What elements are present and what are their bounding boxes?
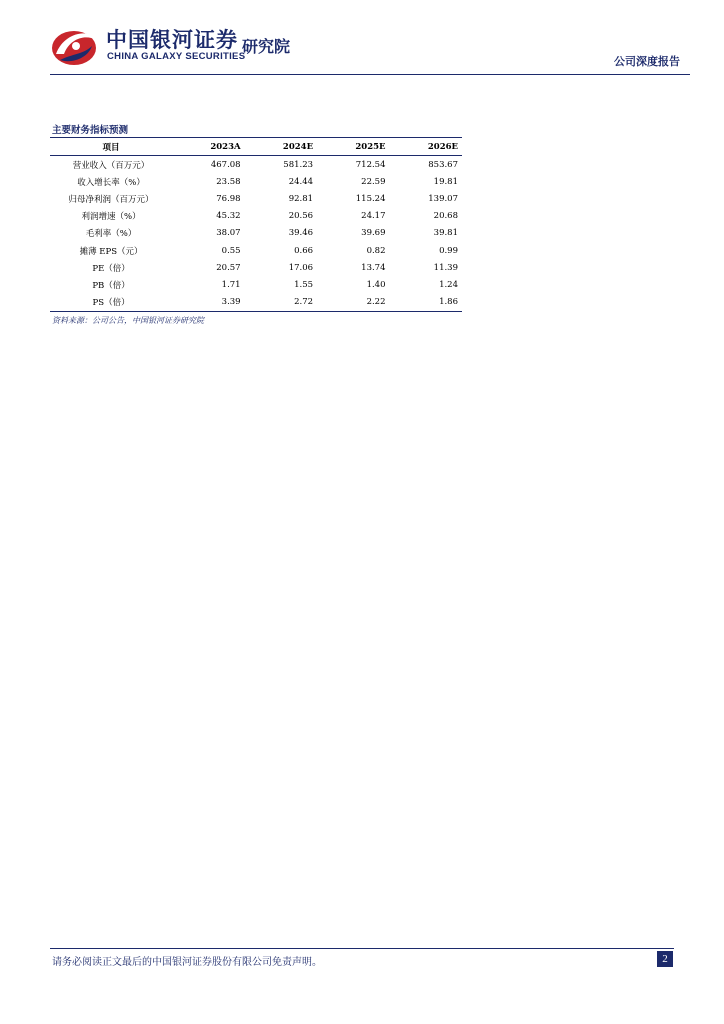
table-row (50, 190, 462, 207)
institute-label: 研究院 (242, 37, 291, 56)
table-cell: 45.32 (216, 211, 241, 222)
table-cell: 22.59 (361, 176, 386, 187)
disclaimer-text: 请务必阅读正文最后的中国银河证券股份有限公司免责声明。 (52, 957, 322, 968)
column-header: 2026E (390, 138, 463, 156)
page-header (0, 0, 724, 80)
table-cell: 20.57 (216, 262, 241, 273)
table-cell: 1.40 (366, 279, 386, 290)
table-cell: 1.55 (294, 279, 314, 290)
brand-name-en: CHINA GALAXY SECURITIES (107, 51, 246, 62)
column-header: 2024E (245, 138, 317, 156)
row-label: 毛利率（%） (85, 229, 137, 240)
row-label: PB（倍） (92, 280, 130, 291)
footer-divider (50, 948, 674, 949)
table-cell: 39.69 (361, 228, 386, 239)
table-cell: 0.55 (221, 245, 241, 256)
table-cell: 24.44 (288, 176, 314, 187)
table-cell: 0.66 (294, 245, 314, 256)
table-cell: 24.17 (361, 211, 386, 222)
table-row (50, 259, 462, 276)
table-row (50, 276, 462, 293)
table-cell: 38.07 (216, 228, 241, 239)
table-cell: 115.24 (355, 193, 386, 204)
row-label: PE（倍） (92, 263, 130, 274)
table-row (50, 156, 462, 174)
column-header: 2023A (172, 138, 244, 156)
table-cell: 1.24 (439, 279, 458, 290)
table-cell: 2.22 (317, 294, 389, 312)
table-cell: 712.54 (355, 159, 386, 170)
table-cell: 76.98 (216, 193, 241, 204)
table-header-row (50, 138, 462, 156)
table-row (50, 225, 462, 242)
table-row (50, 208, 462, 225)
table-cell: 23.58 (216, 176, 241, 187)
report-type: 公司深度报告 (614, 55, 680, 68)
table-row (50, 173, 462, 190)
table-cell: 39.81 (433, 228, 458, 239)
table-cell: 20.68 (433, 211, 458, 222)
table-cell: 19.81 (433, 176, 458, 187)
row-label: 营业收入（百万元） (72, 160, 150, 171)
table-cell: 2.72 (245, 294, 317, 312)
row-label: 收入增长率（%） (77, 177, 145, 188)
column-header: 2025E (317, 138, 389, 156)
table-source-note: 资料来源：公司公告，中国银河证券研究院 (52, 316, 204, 325)
table-cell: 1.71 (221, 279, 241, 290)
row-label: PS（倍） (50, 294, 172, 312)
table-title: 主要财务指标预测 (52, 125, 129, 136)
table-cell: 11.39 (433, 262, 458, 273)
table-cell: 17.06 (288, 262, 314, 273)
table-cell: 3.39 (172, 294, 244, 312)
table-row (50, 242, 462, 259)
header-divider (50, 74, 690, 75)
table-cell: 139.07 (428, 193, 458, 204)
brand-name-cn: 中国银河证券 (106, 28, 238, 52)
table-cell: 13.74 (361, 262, 386, 273)
table-cell: 1.86 (390, 294, 463, 312)
financial-forecast-table (50, 137, 462, 312)
table-cell: 581.23 (283, 159, 314, 170)
table-cell: 39.46 (288, 228, 314, 239)
galaxy-logo-icon (50, 24, 100, 68)
column-header: 项目 (50, 138, 172, 156)
page-number: 2 (657, 951, 673, 967)
table-cell: 467.08 (210, 159, 241, 170)
table-cell: 853.67 (428, 159, 458, 170)
row-label: 归母净利润（百万元） (68, 194, 154, 205)
table-cell: 20.56 (288, 211, 314, 222)
row-label: 利润增速（%） (81, 212, 141, 223)
table-cell: 92.81 (288, 193, 314, 204)
row-label: 摊薄 EPS（元） (79, 246, 143, 257)
table-cell: 0.82 (366, 245, 386, 256)
table-cell: 0.99 (439, 245, 458, 256)
table-row (50, 294, 462, 312)
